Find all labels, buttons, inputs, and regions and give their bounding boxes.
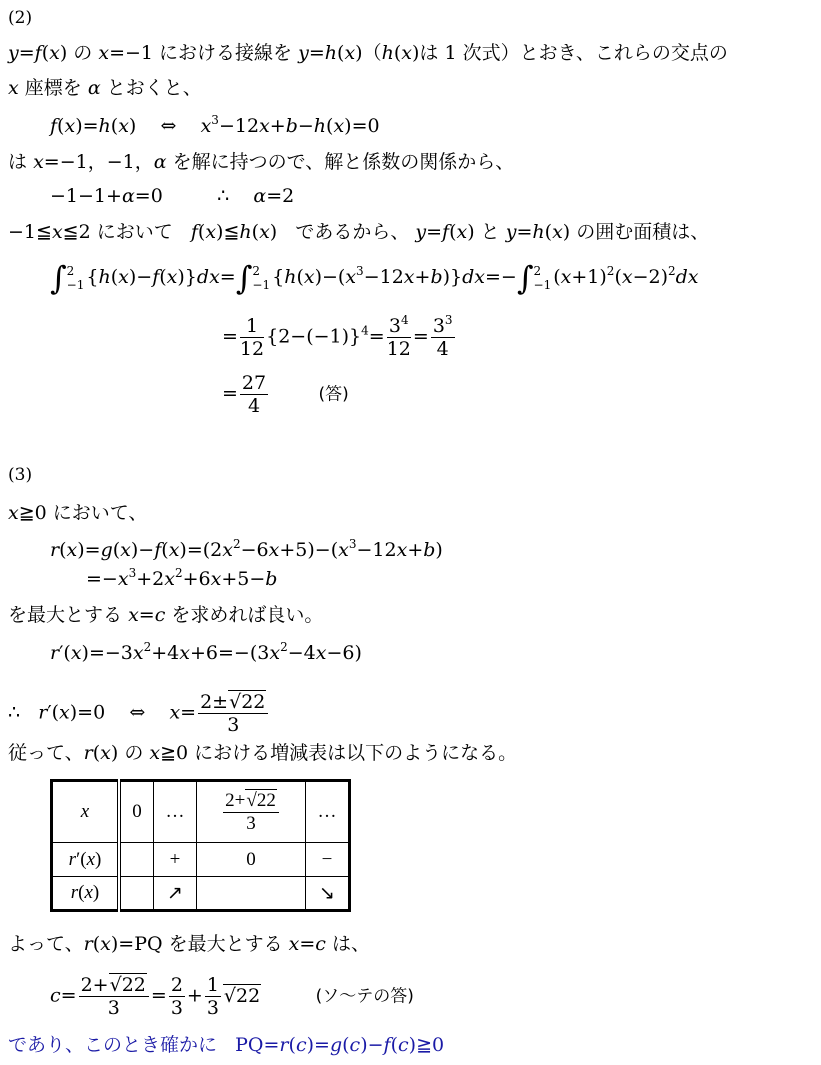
part3-eq5: c= $\frac{2+√22}{3}$ = $\frac{2}{3}$ + $\frac{1}{3}$ √22 (ソ〜テの答) — [50, 974, 414, 1019]
part3-eq3: $r'(x)=-3x^2+4x+6=-(3x^2-4x-6)$ — [50, 640, 362, 664]
part2-eq1: f(x)=h(x) ⇔ $x^3-12x+b-h(x)=0$ — [50, 113, 380, 137]
part2-answer: = $\frac{27}{4}$ (答) — [222, 372, 349, 417]
variation-table — [50, 779, 351, 912]
part3-line3: 従って、r(x) の x≧0 における増減表は以下のようになる。 — [8, 742, 518, 764]
part3-line1: x≧0 において、 — [8, 502, 148, 524]
part2-line4: −1≦x≦2 において f(x)≦h(x) であるから、 y=f(x) と y=h(x) の囲む面積は、 — [8, 221, 710, 243]
header-dots1: … — [154, 781, 197, 843]
row1-cell — [119, 843, 154, 877]
part3-line2: を最大とする x=c を求めれば良い。 — [8, 604, 324, 626]
part2-line2: x 座標を α とおくと、 — [8, 77, 202, 99]
part2-line3: は x=−1，−1，α を解に持つので、解と係数の関係から、 — [8, 151, 515, 173]
header-zero: 0 — [119, 781, 154, 843]
table-row-function — [52, 877, 350, 911]
table-row-header — [52, 781, 350, 843]
row1-cell: + — [154, 843, 197, 877]
part2-eq2: −1−1+α=0 ∴ α=2 — [50, 185, 295, 207]
increasing-arrow-icon: ↗ — [154, 877, 197, 911]
header-x: x — [52, 781, 120, 843]
row1-label: r′(x) — [52, 843, 120, 877]
part3-eq4: ∴ r′(x)=0 ⇔ x= $\frac{2\pm√22}{3}$ — [8, 691, 270, 736]
part3-eq1: $r(x)=g(x)-f(x)=(2x^2-6x+5)-(x^3-12x+b)$ — [50, 537, 443, 561]
decreasing-arrow-icon: ↘ — [306, 877, 350, 911]
part2-label: (2) — [8, 8, 33, 28]
part3-line4: よって、r(x)=PQ を最大とする x=c は、 — [8, 933, 371, 955]
part2-line1: y=f(x) の x=−1 における接線を y=h(x)（h(x)は 1 次式）とおき、これらの交点の — [8, 42, 728, 64]
row1-cell: − — [306, 843, 350, 877]
part3-eq2: $=-x^3+2x^2+6x+5-b$ — [86, 566, 278, 590]
header-critical: $\frac{2+√22}{3}$ — [197, 781, 306, 843]
row2-label: r(x) — [52, 877, 120, 911]
row2-cell — [119, 877, 154, 911]
part2-integral: ∫ 2 −1 {h(x)−f(x)}dx=∫ 2 −1 $\{h(x)-(x^3-12x+b)\}dx=-\int$ 2 −1 $(x+1)^2(x-2)^2dx$ — [50, 259, 699, 297]
part3-label: (3) — [8, 465, 33, 485]
header-dots2: … — [306, 781, 350, 843]
table-row-derivative — [52, 843, 350, 877]
row1-cell: 0 — [197, 843, 306, 877]
row2-cell — [197, 877, 306, 911]
part3-line5: であり、このとき確かに PQ=r(c)=g(c)−f(c)≧0 — [8, 1034, 445, 1056]
part2-step1: = $\frac{1}{12}$ $\{2-(-1)\}^4=$ $\frac{3^4}{12}$ = $\frac{3^3}{4}$ — [222, 313, 453, 360]
